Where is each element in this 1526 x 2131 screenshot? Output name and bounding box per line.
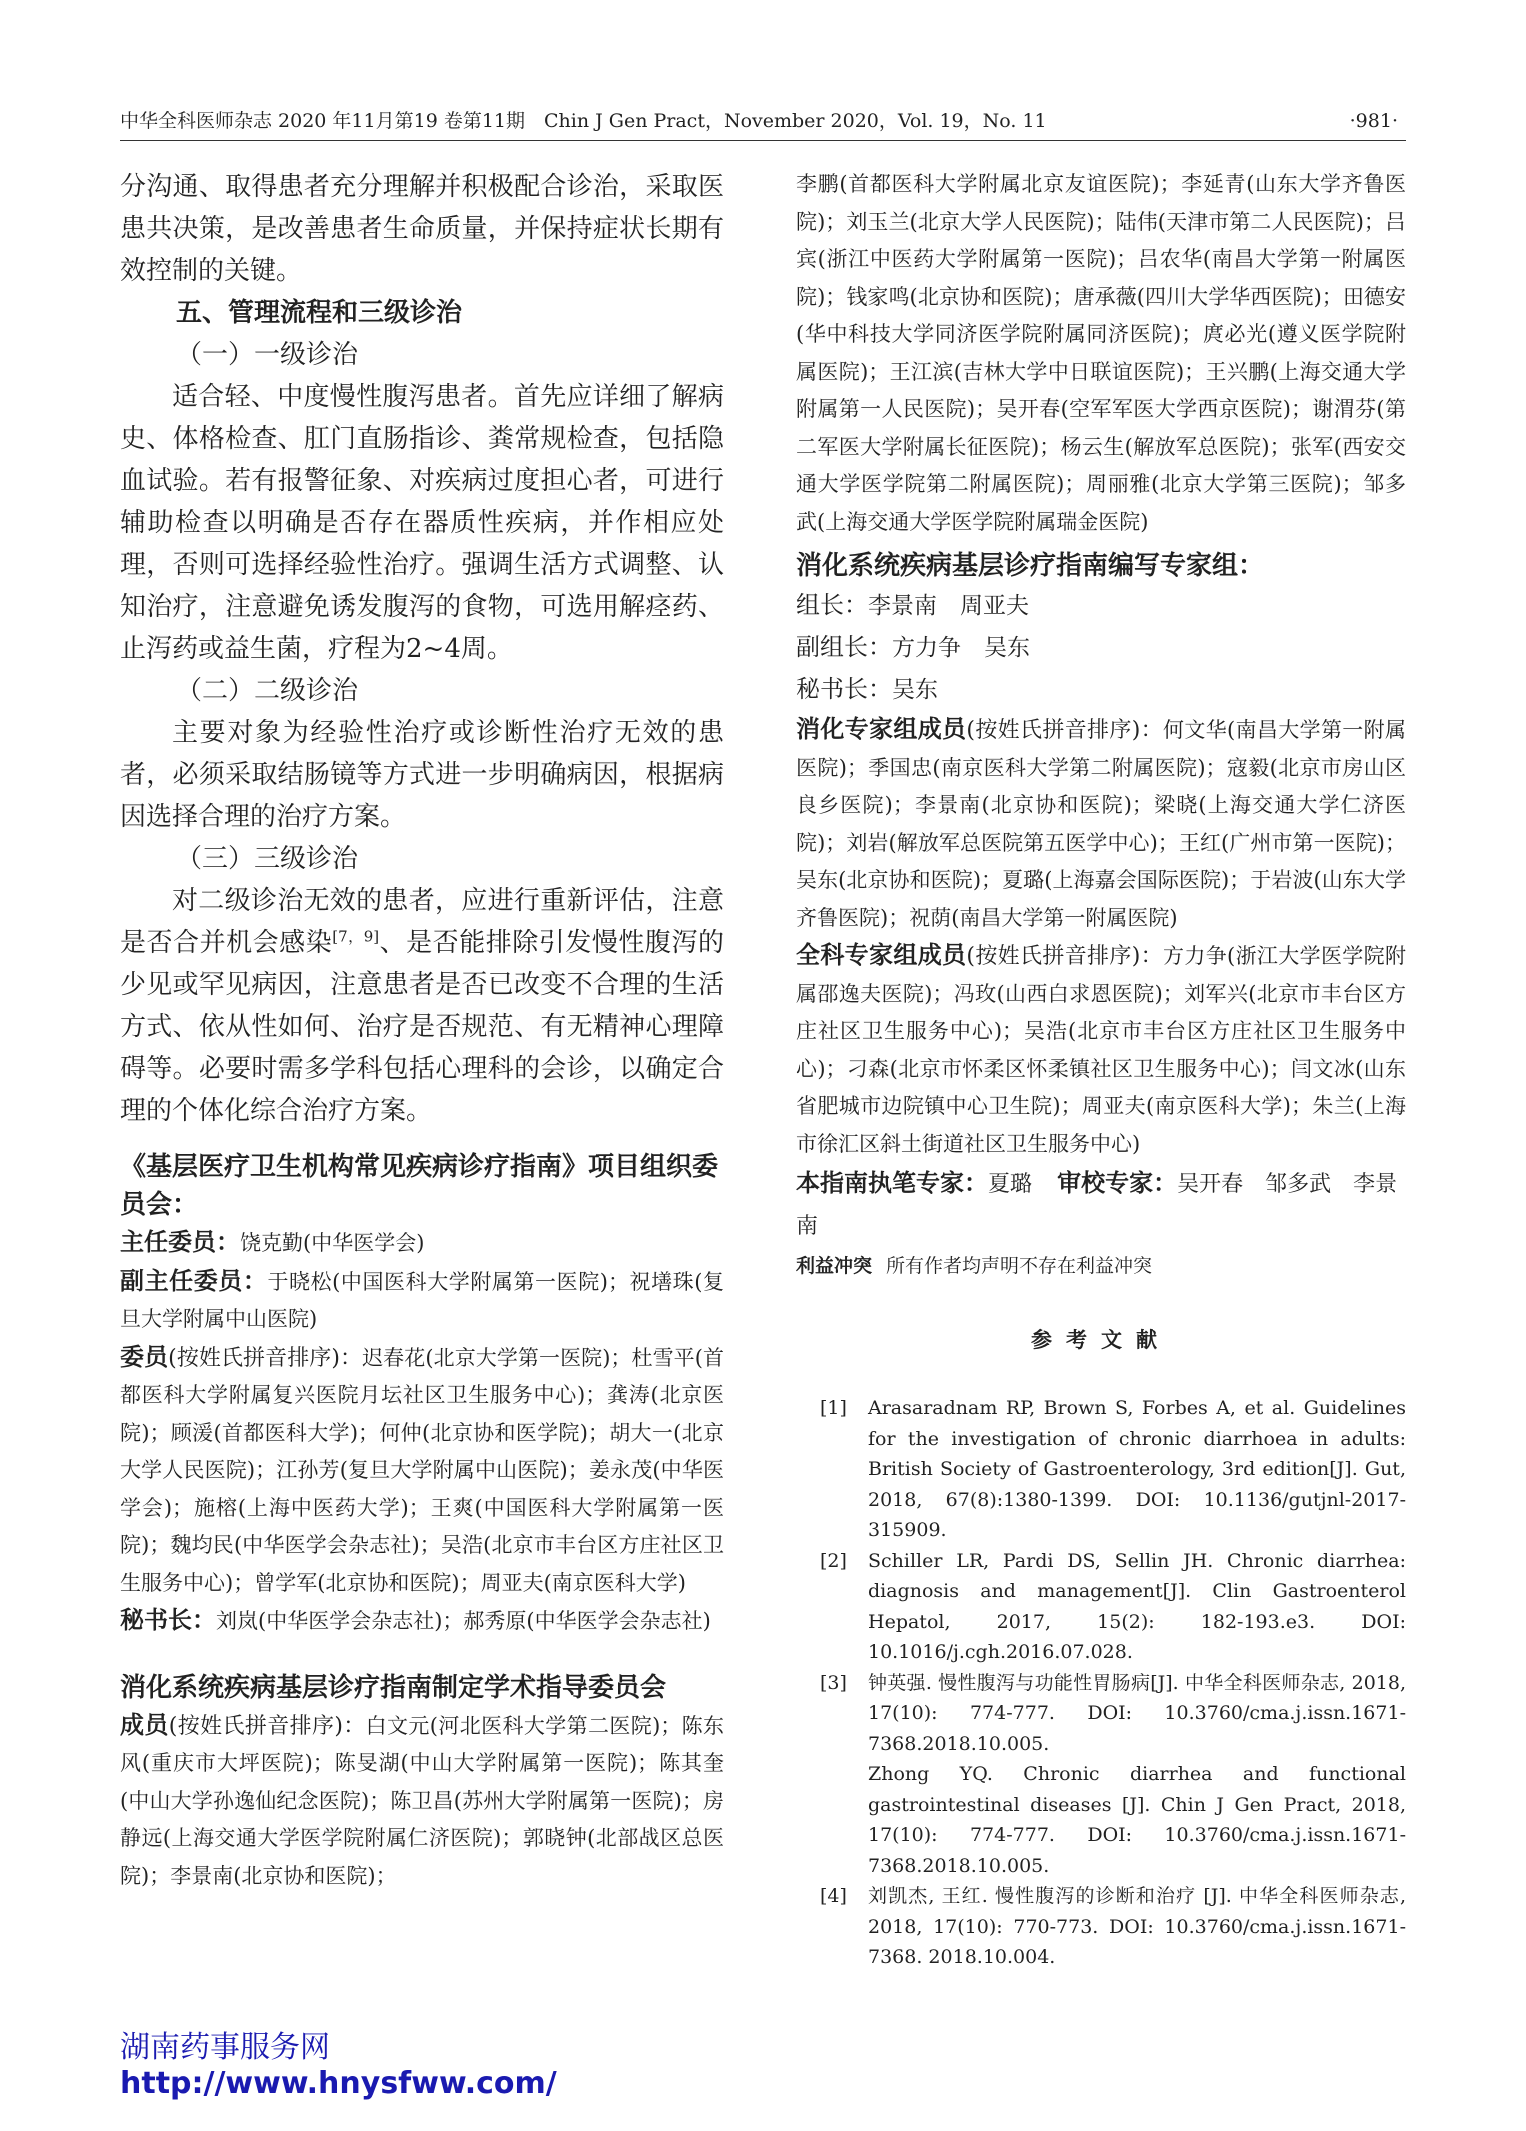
- writing-group-title: 消化系统疾病基层诊疗指南编写专家组：: [796, 551, 1265, 581]
- leader-label: 组长：: [796, 591, 868, 619]
- coi-label: 利益冲突: [796, 1255, 873, 1277]
- reference-text: 钟英强. 慢性腹泻与功能性胃肠病[J]. 中华全科医师杂志, 2018, 17(10): 774-777. DOI: 10.3760/cma.j.issn.1671-7368.2018.10.005.: [868, 1671, 1406, 1755]
- right-column: [796, 166, 1406, 1973]
- gp-label: 全科专家组成员: [796, 941, 967, 969]
- reference-text: Zhong YQ. Chronic diarrhea and functional gastrointestinal diseases [J]. Chin J Gen Pract, 2018, 17(10): 774-777. DOI: 10.3760/cma.j.issn.1671-7368.2018.10.005.: [868, 1763, 1406, 1877]
- author-reviewer-line: [796, 1163, 1406, 1247]
- chair-value: 饶克勤(中华医学会): [240, 1231, 425, 1255]
- reference-number: [4]: [820, 1885, 847, 1907]
- writing-secretary-label: 秘书长：: [796, 675, 892, 703]
- secretary-label: 秘书长：: [120, 1606, 216, 1634]
- writing-group-vice: [796, 627, 1406, 669]
- vice-chair-label: 副主任委员：: [120, 1266, 268, 1295]
- reference-number: [3]: [820, 1671, 847, 1694]
- reference-translation: [796, 1759, 1406, 1881]
- references-list: [796, 1393, 1406, 1973]
- left-column: [120, 166, 724, 1895]
- digestive-members-value: 何文华(南昌大学第一附属医院)；季国忠(南京医科大学第二附属医院)；寇毅(北京市房山区良乡医院)；李景南(北京协和医院)；梁晓(上海交通大学仁济医院)；刘岩(解放军总医院第五医学中心)；王红(广州市第一医院)；吴东(北京协和医院)；夏璐(上海嘉会国际医院)；于岩波(山东大学齐鲁医院)；祝荫(南昌大学第一附属医院): [796, 718, 1406, 930]
- members-label: 委员: [120, 1342, 169, 1371]
- org-chair: [120, 1224, 724, 1263]
- reviewer-label: 审校专家：: [1057, 1169, 1178, 1197]
- reference-text: Schiller LR, Pardi DS, Sellin JH. Chronic diarrhea: diagnosis and management[J]. Clin Gastroenterol Hepatol, 2017, 15(2): 182-193.e3. DOI: 10.1016/j.cgh.2016.07.028.: [868, 1549, 1406, 1663]
- coi-text: 所有作者均声明不存在利益冲突: [886, 1255, 1153, 1277]
- guidance-members-value: 白文元(河北医科大学第二医院)；陈东风(重庆市大坪医院)；陈旻湖(中山大学附属第一医院)；陈其奎(中山大学孙逸仙纪念医院)；陈卫昌(苏州大学附属第一医院)；房静远(上海交通大学医学院附属仁济医院)；郭晓钟(北部战区总医院)；李景南(北京协和医院)；: [120, 1713, 725, 1888]
- members-note: (按姓氏拼音排序)：: [168, 1345, 363, 1371]
- subsection-title-3: （三）三级诊治: [176, 844, 359, 874]
- vice-leader-label: 副组长：: [796, 633, 892, 661]
- guidance-members-note: (按姓氏拼音排序)：: [168, 1713, 366, 1739]
- watermark: [120, 2030, 640, 2102]
- gp-members-value: 方力争(浙江大学医学院附属邵逸夫医院)；冯玫(山西白求恩医院)；刘军兴(北京市丰台区方庄社区卫生服务中心)；吴浩(北京市丰台区方庄社区卫生服务中心)；刁森(北京市怀柔区怀柔镇社区卫生服务中心)；闫文冰(山东省肥城市边院镇中心卫生院)；周亚夫(南京医科大学)；朱兰(上海市徐汇区斜土街道社区卫生服务中心): [796, 944, 1406, 1156]
- reference-number: [2]: [820, 1549, 847, 1572]
- section-title: 五、管理流程和三级诊治: [176, 298, 463, 328]
- org-committee-title: 《基层医疗卫生机构常见疾病诊疗指南》项目组织委员会：: [120, 1152, 719, 1220]
- subsection-text-3: [120, 880, 724, 1132]
- guidance-members-label: 成员: [120, 1710, 169, 1739]
- writing-group-secretary: [796, 669, 1406, 711]
- vice-leader-value: 方力争 吴东: [892, 635, 1030, 661]
- members-value: 迟春花(北京大学第一医院)；杜雪平(首都医科大学附属复兴医院月坛社区卫生服务中心)；龚涛(北京医院)；顾湲(首都医科大学)；何仲(北京协和医学院)；胡大一(北京大学人民医院)；江孙芳(复旦大学附属中山医院)；姜永茂(中华医学会)；施榕(上海中医药大学)；王爽(中国医科大学附属第一医院)；魏均民(中华医学会杂志社)；吴浩(北京市丰台区方庄社区卫生服务中心)；曾学军(北京协和医院)；周亚夫(南京医科大学): [120, 1345, 725, 1595]
- org-members: [120, 1339, 724, 1603]
- reference-item: [796, 1546, 1406, 1668]
- author-value: 夏璐: [988, 1172, 1033, 1197]
- subsection-text-2: 主要对象为经验性治疗或诊断性治疗无效的患者，必须采取结肠镜等方式进一步明确病因，根据病因选择合理的治疗方案。: [120, 718, 724, 832]
- org-secretary: [120, 1602, 724, 1641]
- vice-chair-value: 于晓松(中国医科大学附属第一医院)；祝墡珠(复旦大学附属中山医院): [120, 1269, 725, 1331]
- reference-text: 刘凯杰, 王红. 慢性腹泻的诊断和治疗 [J]. 中华全科医师杂志, 2018, 17(10): 770-773. DOI: 10.3760/cma.j.issn.1671-7368. 2018.10.004.: [868, 1885, 1406, 1968]
- reference-item: [796, 1393, 1406, 1546]
- org-vice-chair: [120, 1263, 724, 1339]
- text-part-a: 对二级诊治无效的患者，应进行重新评估，注意是否合并机会感染: [120, 886, 724, 958]
- reference-text: Arasaradnam RP, Brown S, Forbes A, et al. Guidelines for the investigation of chronic diarrhoea in adults: British Society of Gastroenterology, 3rd edition[J]. Gut, 2018, 67(8):1380-1399. DOI: 10.1136/gutjnl-2017-315909.: [868, 1397, 1406, 1541]
- intro-paragraph: 分沟通、取得患者充分理解并积极配合诊治，采取医患共决策，是改善患者生命质量，并保持症状长期有效控制的关键。: [120, 172, 724, 286]
- reference-item: [796, 1668, 1406, 1760]
- watermark-url[interactable]: http://www.hnysfww.com/: [120, 2066, 557, 2101]
- running-header: [120, 106, 1406, 141]
- guidance-committee-members-cont: 李鹏(首都医科大学附属北京友谊医院)；李延青(山东大学齐鲁医院)；刘玉兰(北京大学人民医院)；陆伟(天津市第二人民医院)；吕宾(浙江中医药大学附属第一医院)；吕农华(南昌大学第一附属医院)；钱家鸣(北京协和医院)；唐承薇(四川大学华西医院)；田德安(华中科技大学同济医学院附属同济医院)；庹必光(遵义医学院附属医院)；王江滨(吉林大学中日联谊医院)；王兴鹏(上海交通大学附属第一人民医院)；吴开春(空军军医大学西京医院)；谢渭芬(第二军医大学附属长征医院)；杨云生(解放军总医院)；张军(西安交通大学医学院第二附属医院)；周丽雅(北京大学第三医院)；邹多武(上海交通大学医学院附属瑞金医院): [796, 172, 1406, 534]
- digestive-label: 消化专家组成员: [796, 715, 967, 743]
- guidance-committee-title: 消化系统疾病基层诊疗指南制定学术指导委员会: [120, 1672, 667, 1703]
- conflict-of-interest: [796, 1251, 1406, 1281]
- writing-group-leader: [796, 585, 1406, 627]
- guidance-committee-members: [120, 1707, 724, 1896]
- gp-expert-members: [796, 937, 1406, 1163]
- subsection-text-1: 适合轻、中度慢性腹泻患者。首先应详细了解病史、体格检查、肛门直肠指诊、粪常规检查，包括隐血试验。若有报警征象、对疾病过度担心者，可进行辅助检查以明确是否存在器质性疾病，并作相应处理，否则可选择经验性治疗。强调生活方式调整、认知治疗，注意避免诱发腹泻的食物，可选用解痉药、止泻药或益生菌，疗程为2~4周。: [120, 382, 724, 664]
- digestive-expert-members: [796, 711, 1406, 937]
- gp-note: (按姓氏拼音排序)：: [966, 944, 1164, 969]
- journal-citation: 中华全科医师杂志 2020 年11月第19 卷第11期 Chin J Gen Pract，November 2020，Vol. 19，No. 11: [120, 110, 1047, 132]
- subsection-title-2: （二）二级诊治: [176, 676, 359, 706]
- reference-item: [796, 1881, 1406, 1973]
- reference-number: [1]: [820, 1397, 847, 1419]
- author-label: 本指南执笔专家：: [796, 1169, 988, 1197]
- page-number: ·981·: [1349, 110, 1398, 132]
- watermark-site-name: 湖南药事服务网: [120, 2030, 330, 2065]
- secretary-value: 刘岚(中华医学会杂志社)；郝秀原(中华医学会杂志社): [216, 1609, 711, 1633]
- digestive-note: (按姓氏拼音排序)：: [966, 718, 1164, 743]
- subsection-title-1: （一）一级诊治: [176, 340, 359, 370]
- writing-secretary-value: 吴东: [892, 677, 938, 703]
- text-part-b: 、是否能排除引发慢性腹泻的少见或罕见病因，注意患者是否已改变不合理的生活方式、依从性如何、治疗是否规范、有无精神心理障碍等。必要时需多学科包括心理科的会诊，以确定合理的个体化综合治疗方案。: [120, 928, 724, 1126]
- references-title: 参考文献: [1031, 1327, 1171, 1352]
- chair-label: 主任委员：: [120, 1228, 240, 1256]
- leader-value: 李景南 周亚夫: [868, 593, 1029, 619]
- citation-marker[interactable]: [7，9]: [332, 927, 380, 946]
- reviewer-value: 吴开春 邹多武 李景南: [796, 1172, 1398, 1239]
